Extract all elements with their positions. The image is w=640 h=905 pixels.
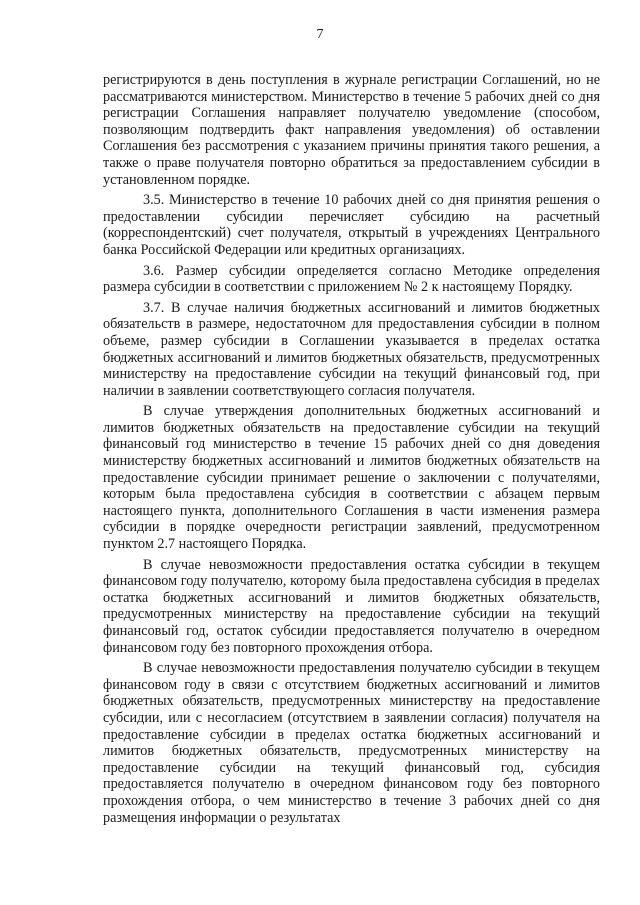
paragraph-3-6: 3.6. Размер субсидии определяется согласно Методике определения размера субсидии в соответствии с приложением № 2 к настоящему Порядку. — [103, 262, 600, 296]
paragraph-3-7: 3.7. В случае наличия бюджетных ассигнований и лимитов бюджетных обязательств в размере, недостаточном для предоставления субсидии в полном объеме, размер субсидии в Соглашении указывается в пределах остатка бюджетных ассигнований и лимитов бюджетных обязательств, предусмотренных министерству на предоставление субсидии на текущий финансовый год, при наличии в заявлении соответствующего согласия получателя. — [103, 299, 600, 399]
page-number: 7 — [316, 27, 324, 42]
paragraph-additional-allocations: В случае утверждения дополнительных бюджетных ассигнований и лимитов бюджетных обязательств на предоставление субсидии на текущий финансовый год министерство в течение 15 рабочих дней со дня доведения министерству бюджетных ассигнований и лимитов бюджетных обязательств на предоставление субсидии принимает решение о заключении с получателями, которым была предоставлена субсидия в соответствии с абзацем первым настоящего пункта, дополнительного Соглашения в части изменения размера субсидии в порядке очередности регистрации заявлений, предусмотренном пунктом 2.7 настоящего Порядка. — [103, 403, 600, 553]
paragraph-remainder-next-year: В случае невозможности предоставления остатка субсидии в текущем финансовом году получателю, которому была предоставлена субсидия в пределах остатка бюджетных ассигнований и лимитов бюджетных обязательств, предусмотренных министерству на предоставление субсидии на текущий финансовый год, остаток субсидии предоставляется получателю в очередном финансовом году без повторного прохождения отбора. — [103, 556, 600, 656]
paragraph-3-5: 3.5. Министерство в течение 10 рабочих дней со дня принятия решения о предоставлении субсидии перечисляет субсидию на расчетный (корреспондентский) счет получателя, открытый в учреждениях Центрального банка Российской Федерации или кредитных организациях. — [103, 192, 600, 258]
paragraph-impossibility: В случае невозможности предоставления получателю субсидии в текущем финансовом году в связи с отсутствием бюджетных ассигнований и лимитов бюджетных обязательств, предусмотренных министерству на предоставление субсидии, или с несогласием (отсутствием в заявлении согласия) получателя на предоставление субсидии в пределах остатка бюджетных ассигнований и лимитов бюджетных обязательств, предусмотренных министерству на предоставление субсидии на текущий финансовый год, субсидия предоставляется получателю в очередном финансовом году без повторного прохождения отбора, о чем министерство в течение 3 рабочих дней со дня размещения информации о результатах — [103, 660, 600, 826]
paragraph-continuation: регистрируются в день поступления в журнале регистрации Соглашений, но не рассматриваются министерством. Министерство в течение 5 рабочих дней со дня регистрации Соглашения направляет получателю уведомление (способом, позволяющим подтвердить факт направления уведомления) об оставлении Соглашения без рассмотрения с указанием причины принятия такого решения, а также о праве получателя повторно обратиться за предоставлением субсидии в установленном порядке. — [103, 72, 600, 188]
document-body — [103, 72, 600, 830]
